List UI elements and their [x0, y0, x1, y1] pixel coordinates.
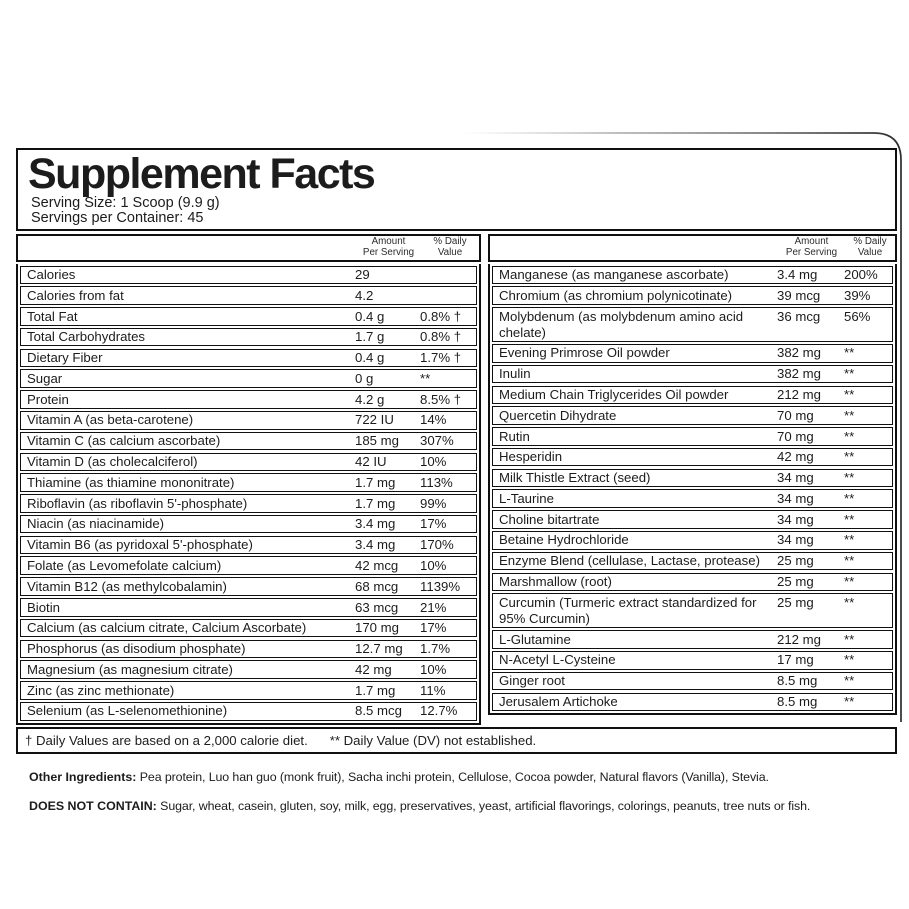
servings-per-container-text: Servings per Container: 45 — [31, 210, 204, 227]
row-amount: 17 mg — [777, 652, 814, 668]
table-row — [20, 266, 477, 285]
row-nutrient-name: Total Carbohydrates — [27, 329, 146, 345]
row-daily-value — [420, 287, 476, 288]
row-nutrient-name: Niacin (as niacinamide) — [27, 516, 165, 532]
row-amount: 42 IU — [355, 454, 387, 470]
table-row — [20, 432, 477, 451]
row-amount: 0.4 g — [355, 308, 385, 324]
table-row — [492, 427, 893, 446]
amount-header-line1: Amount — [371, 235, 406, 247]
row-amount: 1.7 g — [355, 329, 385, 345]
row-amount: 212 mg — [777, 631, 821, 647]
row-nutrient-name: Vitamin C (as calcium ascorbate) — [27, 433, 221, 449]
row-daily-value: 1.7% † — [420, 350, 462, 366]
row-daily-value: ** — [844, 490, 855, 506]
row-daily-value: 8.5% † — [420, 391, 462, 407]
row-daily-value: ** — [420, 370, 431, 386]
facts-column-right — [488, 234, 897, 716]
row-daily-value: ** — [844, 470, 855, 486]
row-daily-value: 17% — [420, 620, 447, 636]
dv-header-line2: Value — [857, 246, 883, 258]
row-daily-value: ** — [844, 407, 855, 423]
table-row — [492, 344, 893, 363]
row-daily-value: 17% — [420, 516, 447, 532]
row-daily-value: 1.7% — [420, 641, 451, 657]
row-amount: 722 IU — [355, 412, 394, 428]
row-nutrient-name: Total Fat — [27, 308, 78, 324]
row-nutrient-name: Milk Thistle Extract (seed) — [499, 470, 651, 486]
row-daily-value: ** — [844, 694, 855, 710]
row-daily-value: ** — [844, 428, 855, 444]
row-nutrient-name: Molybdenum (as molybdenum amino acid chelate) — [499, 308, 744, 340]
row-nutrient-name: Chromium (as chromium polynicotinate) — [499, 287, 733, 303]
row-nutrient-name: Magnesium (as magnesium citrate) — [27, 661, 233, 677]
row-nutrient-name: Betaine Hydrochloride — [499, 532, 629, 548]
row-daily-value: 10% — [420, 454, 447, 470]
row-amount: 4.2 — [355, 287, 374, 303]
supplement-facts-panel — [16, 148, 897, 814]
row-nutrient-name: Marshmallow (root) — [499, 574, 612, 590]
row-amount: 29 — [355, 267, 370, 282]
table-row — [20, 660, 477, 679]
row-amount: 170 mg — [355, 620, 399, 636]
row-amount: 70 mg — [777, 428, 814, 444]
row-daily-value — [420, 267, 476, 268]
amount-per-serving-header — [356, 237, 421, 259]
table-row — [492, 365, 893, 384]
daily-value-header — [845, 237, 895, 259]
row-nutrient-name: Inulin — [499, 366, 531, 382]
table-row — [20, 411, 477, 430]
double-star-footnote: ** Daily Value (DV) not established. — [329, 733, 537, 748]
row-amount: 42 mg — [777, 449, 814, 465]
row-amount: 68 mcg — [355, 578, 399, 594]
row-amount: 3.4 mg — [355, 516, 396, 532]
row-daily-value: 0.8% † — [420, 329, 462, 345]
row-daily-value: ** — [844, 449, 855, 465]
does-not-contain-text — [29, 798, 889, 814]
row-daily-value: 10% — [420, 661, 447, 677]
row-amount: 70 mg — [777, 407, 814, 423]
other-ingredients-text — [29, 769, 889, 785]
row-nutrient-name: Manganese (as manganese ascorbate) — [499, 267, 729, 282]
table-row — [20, 349, 477, 368]
row-daily-value: 307% — [420, 433, 454, 449]
row-amount: 42 mg — [355, 661, 392, 677]
row-nutrient-name: N-Acetyl L-Cysteine — [499, 652, 616, 668]
row-amount: 8.5 mg — [777, 694, 818, 710]
row-nutrient-name: Hesperidin — [499, 449, 563, 465]
table-row — [20, 598, 477, 617]
table-row — [20, 453, 477, 472]
row-daily-value: 113% — [420, 474, 453, 490]
nutrient-table-right — [488, 264, 897, 716]
facts-header-box — [16, 148, 897, 231]
row-nutrient-name: Phosphorus (as disodium phosphate) — [27, 641, 246, 657]
row-nutrient-name: Evening Primrose Oil powder — [499, 345, 670, 361]
table-row — [20, 286, 477, 305]
table-row — [20, 494, 477, 513]
row-amount: 39 mcg — [777, 287, 821, 303]
table-row — [20, 681, 477, 700]
row-daily-value: ** — [844, 594, 855, 610]
row-nutrient-name: Vitamin D (as cholecalciferol) — [27, 454, 198, 470]
row-daily-value: ** — [844, 574, 855, 590]
row-amount: 0 g — [355, 370, 374, 386]
table-row — [20, 536, 477, 555]
row-daily-value: 1139% — [420, 578, 461, 594]
table-row — [492, 386, 893, 405]
serving-size-text: Serving Size: 1 Scoop (9.9 g) — [31, 195, 220, 211]
column-header-band-left — [16, 234, 481, 262]
does-not-contain-label: DOES NOT CONTAIN: — [29, 799, 157, 814]
row-nutrient-name: Jerusalem Artichoke — [499, 694, 618, 710]
dv-header-line1: % Daily — [433, 235, 467, 247]
row-nutrient-name: Thiamine (as thiamine mononitrate) — [27, 474, 235, 490]
table-row — [492, 489, 893, 508]
row-amount: 4.2 g — [355, 391, 385, 407]
table-row — [492, 510, 893, 529]
row-nutrient-name: Sugar — [27, 370, 63, 386]
table-row — [492, 286, 893, 305]
row-daily-value: 10% — [420, 557, 447, 573]
row-nutrient-name: Medium Chain Triglycerides Oil powder — [499, 387, 729, 402]
row-daily-value: 56% — [844, 308, 871, 324]
amount-header-line2: Per Serving — [362, 246, 415, 258]
table-row — [492, 651, 893, 670]
amount-per-serving-header — [778, 237, 845, 259]
row-daily-value: 99% — [420, 495, 447, 511]
row-nutrient-name: Protein — [27, 391, 69, 407]
table-row — [20, 390, 477, 409]
row-amount: 34 mg — [777, 511, 814, 527]
row-amount: 34 mg — [777, 490, 814, 506]
table-row — [20, 369, 477, 388]
row-nutrient-name: Quercetin Dihydrate — [499, 407, 617, 423]
row-nutrient-name: Rutin — [499, 428, 530, 444]
row-amount: 25 mg — [777, 574, 814, 590]
row-amount: 8.5 mg — [777, 673, 818, 689]
amount-header-line2: Per Serving — [785, 246, 838, 258]
row-amount: 185 mg — [355, 433, 399, 449]
row-nutrient-name: Selenium (as L-selenomethionine) — [27, 703, 228, 719]
table-row — [492, 693, 893, 712]
row-amount: 3.4 mg — [355, 537, 396, 553]
row-daily-value: 39% — [844, 287, 871, 303]
row-daily-value: ** — [844, 345, 855, 361]
table-row — [492, 307, 893, 342]
row-nutrient-name: Vitamin A (as beta-carotene) — [27, 412, 194, 428]
row-amount: 36 mcg — [777, 308, 821, 324]
facts-title: Supplement Facts — [28, 150, 375, 198]
dv-header-line2: Value — [437, 246, 463, 258]
row-daily-value: 21% — [420, 599, 447, 615]
table-row — [492, 266, 893, 285]
row-daily-value: ** — [844, 631, 855, 647]
row-nutrient-name: Calcium (as calcium citrate, Calcium Ascorbate) — [27, 620, 307, 636]
row-daily-value: ** — [844, 652, 855, 668]
row-amount: 1.7 mg — [355, 682, 396, 698]
table-row — [492, 552, 893, 571]
row-nutrient-name: L-Glutamine — [499, 631, 571, 647]
table-row — [492, 469, 893, 488]
dagger-footnote: † Daily Values are based on a 2,000 calorie diet. — [25, 733, 308, 748]
row-nutrient-name: Folate (as Levomefolate calcium) — [27, 557, 222, 573]
nutrient-table-left — [16, 264, 481, 725]
row-nutrient-name: Dietary Fiber — [27, 350, 103, 366]
row-amount: 0.4 g — [355, 350, 385, 366]
footnote-box — [16, 727, 897, 754]
other-ingredients-list: Pea protein, Luo han guo (monk fruit), Sacha inchi protein, Cellulose, Cocoa powder, Natural flavors (Vanilla), Stevia. — [136, 770, 769, 784]
dv-header-line1: % Daily — [853, 235, 887, 247]
row-nutrient-name: Curcumin (Turmeric extract standardized for 95% Curcumin) — [499, 594, 757, 626]
row-amount: 382 mg — [777, 366, 821, 382]
table-row — [20, 556, 477, 575]
table-row — [20, 577, 477, 596]
row-nutrient-name: L-Taurine — [499, 490, 554, 506]
row-amount: 1.7 mg — [355, 495, 396, 511]
table-row — [20, 473, 477, 492]
row-daily-value: ** — [844, 511, 855, 527]
row-daily-value: ** — [844, 387, 855, 402]
row-daily-value: ** — [844, 553, 855, 569]
does-not-contain-list: Sugar, wheat, casein, gluten, soy, milk, egg, preservatives, yeast, artificial flavorings, colorings, peanuts, tree nuts or fish. — [156, 799, 811, 814]
table-row — [492, 573, 893, 592]
row-daily-value: 12.7% — [420, 703, 458, 719]
row-nutrient-name: Calories from fat — [27, 287, 124, 303]
row-amount: 1.7 mg — [355, 474, 396, 490]
table-row — [492, 593, 893, 628]
row-daily-value: 200% — [844, 267, 878, 282]
row-nutrient-name: Calories — [27, 267, 76, 282]
row-nutrient-name: Zinc (as zinc methionate) — [27, 682, 175, 698]
table-row — [20, 702, 477, 721]
row-amount: 8.5 mcg — [355, 703, 402, 719]
table-row — [20, 640, 477, 659]
row-amount: 63 mcg — [355, 599, 399, 615]
row-nutrient-name: Vitamin B12 (as methylcobalamin) — [27, 578, 227, 594]
row-amount: 382 mg — [777, 345, 821, 361]
row-nutrient-name: Enzyme Blend (cellulase, Lactase, protease) — [499, 553, 760, 569]
row-daily-value: 14% — [420, 412, 447, 428]
table-row — [20, 307, 477, 326]
table-row — [492, 448, 893, 467]
amount-header-line1: Amount — [794, 235, 829, 247]
table-row — [492, 406, 893, 425]
table-row — [20, 619, 477, 638]
row-amount: 25 mg — [777, 594, 814, 610]
column-header-band-right — [488, 234, 897, 262]
row-nutrient-name: Riboflavin (as riboflavin 5'-phosphate) — [27, 495, 248, 511]
row-nutrient-name: Biotin — [27, 599, 60, 615]
row-daily-value: 0.8% † — [420, 308, 462, 324]
row-amount: 34 mg — [777, 532, 814, 548]
row-nutrient-name: Ginger root — [499, 673, 565, 689]
row-daily-value: ** — [844, 366, 855, 382]
row-amount: 34 mg — [777, 470, 814, 486]
daily-value-header — [421, 237, 479, 259]
row-daily-value: ** — [844, 673, 855, 689]
table-row — [20, 328, 477, 347]
other-ingredients-label: Other Ingredients: — [29, 770, 137, 784]
table-row — [20, 515, 477, 534]
facts-column-left — [16, 234, 481, 725]
row-amount: 212 mg — [777, 387, 821, 402]
row-amount: 25 mg — [777, 553, 814, 569]
facts-columns — [16, 234, 897, 725]
row-nutrient-name: Vitamin B6 (as pyridoxal 5'-phosphate) — [27, 537, 253, 553]
row-nutrient-name: Choline bitartrate — [499, 511, 600, 527]
row-daily-value: ** — [844, 532, 855, 548]
row-amount: 42 mcg — [355, 557, 399, 573]
table-row — [492, 630, 893, 649]
table-row — [492, 531, 893, 550]
row-amount: 12.7 mg — [355, 641, 403, 657]
row-amount: 3.4 mg — [777, 267, 818, 282]
row-daily-value: 11% — [420, 682, 446, 698]
row-daily-value: 170% — [420, 537, 454, 553]
table-row — [492, 672, 893, 691]
